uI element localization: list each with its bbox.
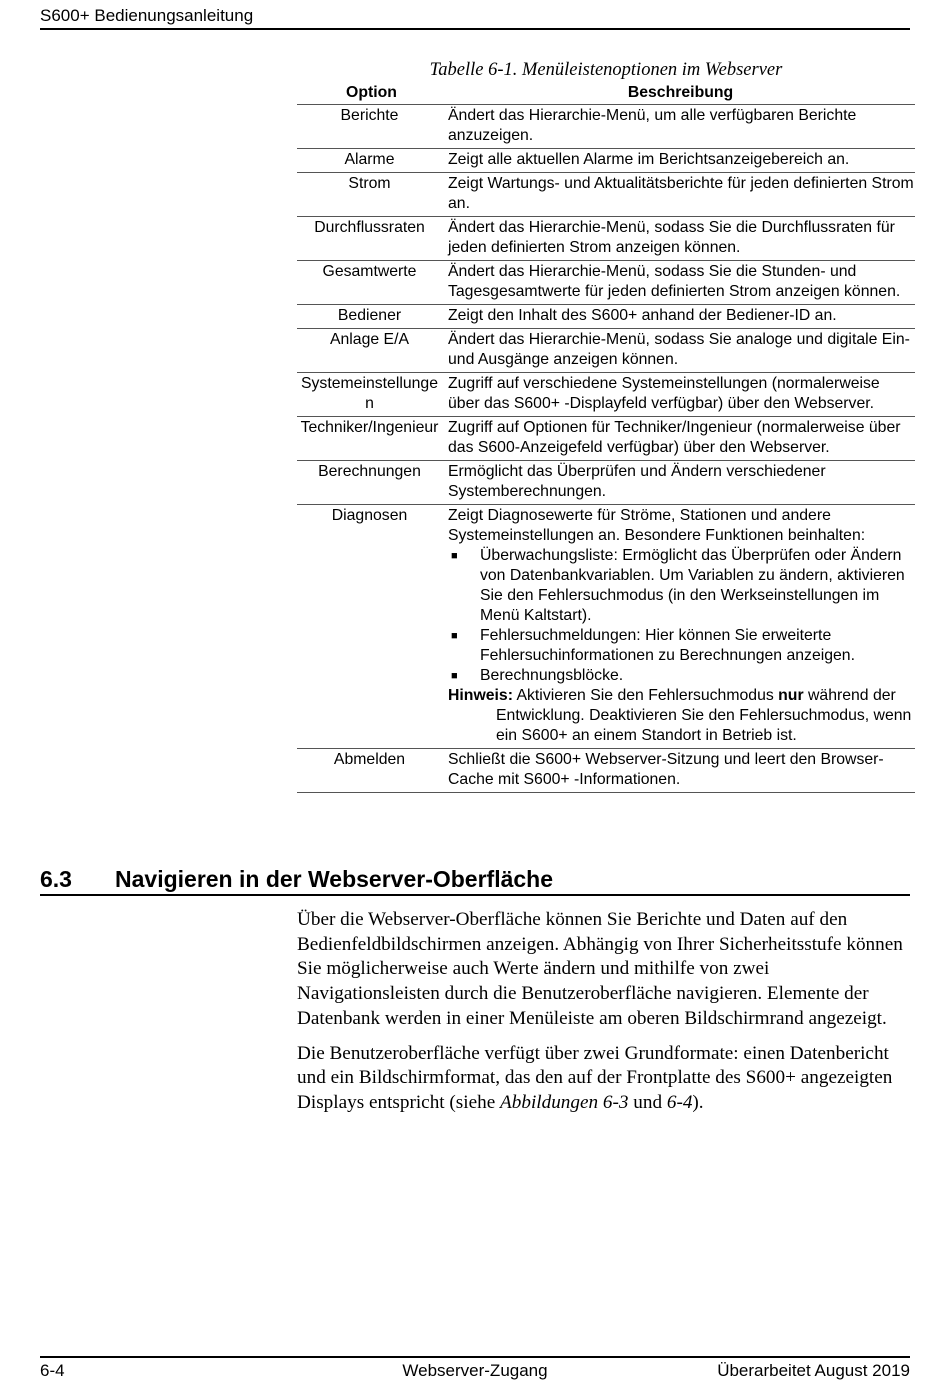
- section-heading: [40, 866, 910, 896]
- option-cell: Berechnungen: [297, 461, 446, 505]
- option-cell: Strom: [297, 173, 446, 217]
- table-row: [297, 417, 915, 461]
- col-description-header: Beschreibung: [446, 83, 915, 105]
- list-item: [448, 626, 915, 666]
- description-cell: Zugriff auf Optionen für Techniker/Ingenieur (normalerweise über das S600-Anzeigefeld verfügbar) über den Webserver.: [446, 417, 915, 461]
- option-cell: Diagnosen: [297, 505, 446, 749]
- bullet-text: Berechnungsblöcke.: [480, 667, 624, 684]
- description-cell: Zeigt alle aktuellen Alarme im Berichtsanzeigebereich an.: [446, 149, 915, 173]
- description-cell: Schließt die S600+ Webserver-Sitzung und leert den Browser-Cache mit S600+ -Informationen.: [446, 749, 915, 793]
- option-cell: Durchflussraten: [297, 217, 446, 261]
- option-cell: Anlage E/A: [297, 329, 446, 373]
- hint-text-pre: Aktivieren Sie den Fehlersuchmodus: [512, 687, 779, 704]
- description-cell: Ändert das Hierarchie-Menü, sodass Sie analoge und digitale Ein- und Ausgänge anzeigen können.: [446, 329, 915, 373]
- bullet-icon: ■: [451, 670, 458, 682]
- option-cell: Techniker/Ingenieur: [297, 417, 446, 461]
- list-item: [448, 666, 915, 686]
- option-cell: Gesamtwerte: [297, 261, 446, 305]
- description-cell: [446, 505, 915, 749]
- bullet-icon: ■: [451, 630, 458, 642]
- figure-reference: Abbildungen 6-3: [500, 1091, 629, 1113]
- paragraph: [297, 1042, 912, 1116]
- menu-options-table: [297, 83, 915, 793]
- page-header: [40, 6, 910, 30]
- table-caption: Tabelle 6-1. Menüleistenoptionen im Webserver: [429, 60, 783, 80]
- option-cell: Alarme: [297, 149, 446, 173]
- table-row: [297, 173, 915, 217]
- table-row: [297, 305, 915, 329]
- table-row: [297, 105, 915, 149]
- table-row-diagnosen: [297, 505, 915, 749]
- para2-text: Die Benutzeroberfläche verfügt über zwei Grundformate: einen Datenbericht und ein Bildschirmformat, das den auf der Frontplatte des S600+ angezeigten Displays entspricht (siehe: [297, 1042, 893, 1113]
- option-cell: Berichte: [297, 105, 446, 149]
- description-cell: Ermöglicht das Überprüfen und Ändern verschiedener Systemberechnungen.: [446, 461, 915, 505]
- para2-text: ).: [692, 1091, 704, 1113]
- table-row: [297, 329, 915, 373]
- list-item: [448, 546, 915, 626]
- table-row: [297, 749, 915, 793]
- description-cell: Ändert das Hierarchie-Menü, sodass Sie die Durchflussraten für jeden definierten Strom anzeigen können.: [446, 217, 915, 261]
- para2-text: und: [628, 1091, 667, 1113]
- hint-emphasis: nur: [778, 687, 804, 704]
- table-row: [297, 217, 915, 261]
- paragraph: Über die Webserver-Oberfläche können Sie Berichte und Daten auf den Bedienfeldbildschirmen anzeigen. Abhängig von Ihrer Sicherheitsstufe können Sie möglicherweise auch Werte ändern und mithilfe von zwei Navigationsleisten durch die Benutzeroberfläche navigieren. Elemente der Datenbank werden in einer Menüleiste am oberen Bildschirmrand angezeigt.: [297, 909, 903, 1029]
- diag-intro: Zeigt Diagnosewerte für Ströme, Stationen und andere Systemeinstellungen an. Besondere Funktionen beinhalten:: [448, 507, 866, 544]
- option-cell: Abmelden: [297, 749, 446, 793]
- table-row: [297, 373, 915, 417]
- hint-label: Hinweis:: [448, 687, 513, 704]
- col-option-header: Option: [297, 83, 446, 105]
- option-cell: Bediener: [297, 305, 446, 329]
- page-number: 6-4: [40, 1361, 65, 1380]
- description-cell: Ändert das Hierarchie-Menü, sodass Sie die Stunden- und Tagesgesamtwerte für jeden definierten Strom anzeigen können.: [446, 261, 915, 305]
- header-title: S600+ Bedienungsanleitung: [40, 6, 254, 25]
- chapter-name: Webserver-Zugang: [402, 1361, 548, 1380]
- section-number: 6.3: [40, 866, 72, 892]
- hint-text-post: während der Entwicklung. Deaktivieren Sie den Fehlersuchmodus, wenn ein S600+ an einem Standort in Betrieb ist.: [496, 687, 912, 744]
- option-cell: Systemeinstellungen: [297, 373, 446, 417]
- bullet-icon: ■: [451, 550, 458, 562]
- diag-hint: [448, 686, 915, 746]
- table-header-row: [297, 83, 915, 105]
- table-row: [297, 149, 915, 173]
- description-cell: Zeigt Wartungs- und Aktualitätsberichte für jeden definierten Strom an.: [446, 173, 915, 217]
- bullet-text: Fehlersuchmeldungen: Hier können Sie erweiterte Fehlersuchinformationen zu Berechnungen anzeigen.: [480, 627, 855, 664]
- page-footer: [40, 1356, 910, 1380]
- table-row: [297, 261, 915, 305]
- section-title: Navigieren in der Webserver-Oberfläche: [115, 866, 554, 892]
- description-cell: Zeigt den Inhalt des S600+ anhand der Bediener-ID an.: [446, 305, 915, 329]
- bullet-text: Überwachungsliste: Ermöglicht das Überprüfen oder Ändern von Datenbankvariablen. Um Variablen zu ändern, aktivieren Sie den Fehlersuchmodus (in den Werkseinstellungen im Menü Kaltstart).: [480, 547, 905, 624]
- section-body: [297, 908, 912, 1126]
- table-row: [297, 461, 915, 505]
- diag-feature-list: [448, 546, 915, 686]
- figure-reference: 6-4: [666, 1091, 693, 1113]
- revision-date: Überarbeitet August 2019: [717, 1361, 910, 1380]
- description-cell: Ändert das Hierarchie-Menü, um alle verfügbaren Berichte anzuzeigen.: [446, 105, 915, 149]
- description-cell: Zugriff auf verschiedene Systemeinstellungen (normalerweise über das S600+ -Displayfeld verfügbar) über den Webserver.: [446, 373, 915, 417]
